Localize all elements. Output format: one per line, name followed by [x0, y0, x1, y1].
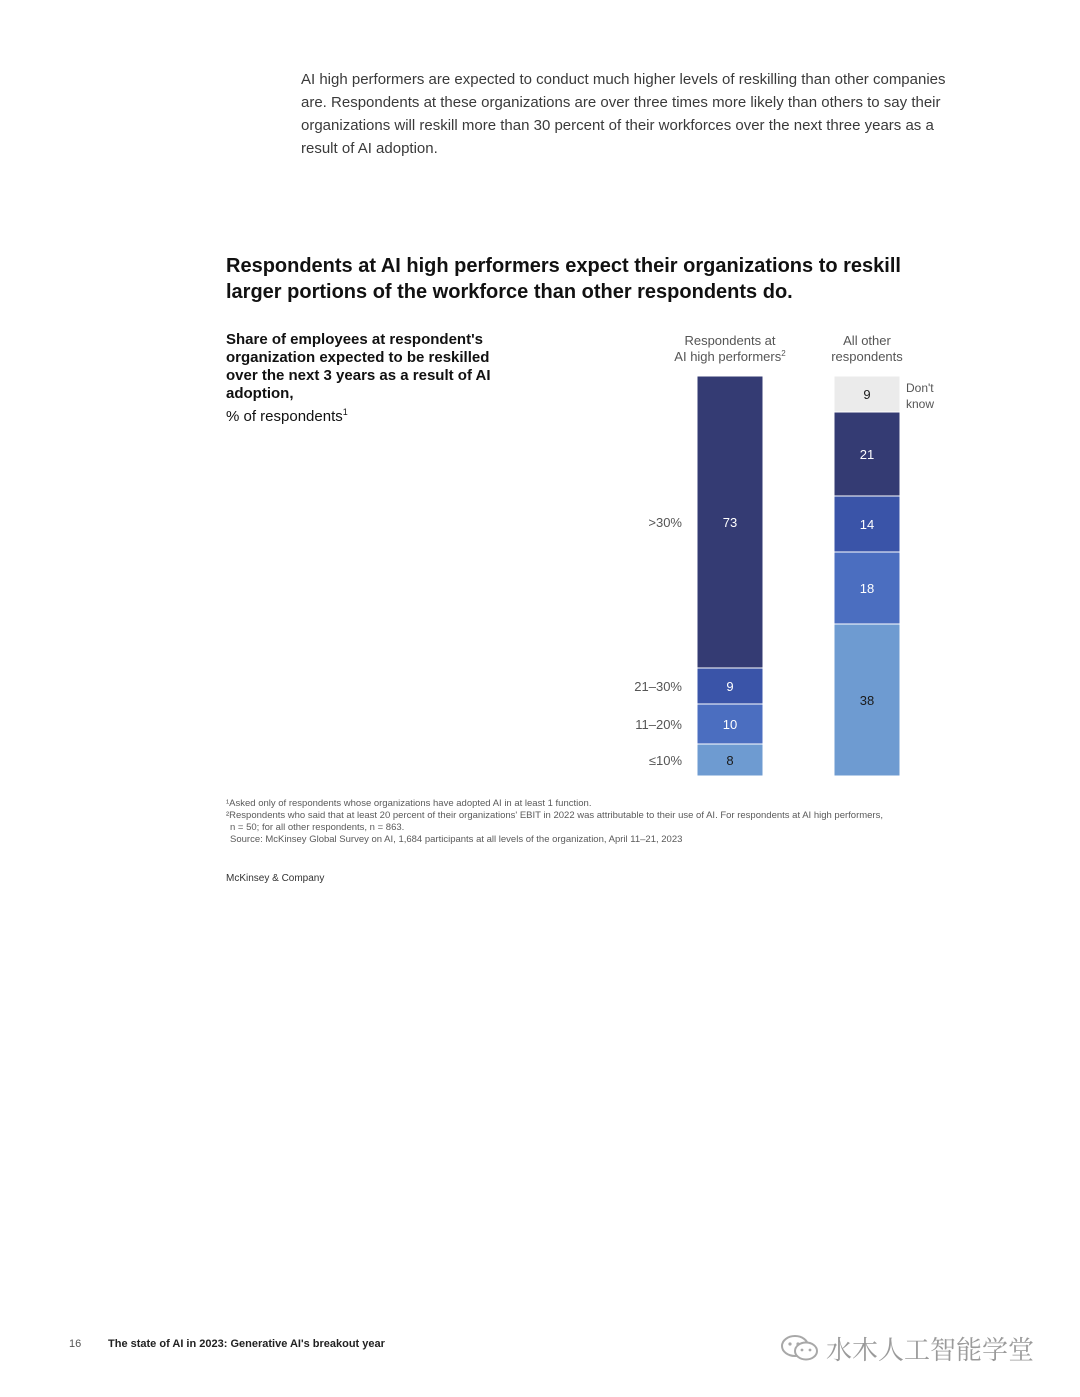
bar-value-label-col2-3: 21: [859, 447, 875, 462]
dont-know-label-line-1: Don't: [906, 381, 934, 395]
footnote-1: ¹Asked only of respondents whose organizations have adopted AI in at least 1 function.: [226, 798, 592, 809]
column-header-2-line-1: All other: [843, 333, 891, 348]
bar-value-label-col1-1: 10: [722, 717, 738, 732]
bar-value-label-col1-3: 73: [722, 515, 738, 530]
bar-value-label-col1-0: 8: [726, 753, 734, 768]
column-header-1-line-2: AI high performers$^2$: [674, 349, 786, 364]
dont-know-label-line-2: know: [906, 397, 935, 411]
footnote-marker-2: 2: [781, 349, 786, 358]
brand-name: McKinsey & Company: [226, 873, 325, 884]
footnotes: [226, 798, 956, 846]
category-label-1: 11–20%: [635, 717, 682, 732]
footnote-2-continued: n = 50; for all other respondents, n = 863.: [230, 822, 405, 833]
column-header-2-line-2: respondents: [831, 349, 903, 364]
footnote-2: ²Respondents who said that at least 20 percent of their organizations' EBIT in 2022 was attributable to their use of AI. For respondents at AI high performers,: [226, 810, 883, 821]
intro-paragraph: AI high performers are expected to conduct much higher levels of reskilling than other companies are. Respondents at these organizations are over three times more likely than others to say their organizations will reskill more than 30 percent of their workforces over the next three years as a result of AI adoption.: [301, 71, 946, 157]
category-label-0: ≤10%: [648, 753, 682, 768]
wechat-icon: [780, 1333, 820, 1363]
chart-subtitle-main: Share of employees at respondent's organization expected to be reskilled over the next 3 years as a result of AI adoption,: [226, 331, 491, 402]
watermark-text: 水木人工智能学堂: [826, 1334, 1035, 1365]
chart-title: Respondents at AI high performers expect their organizations to reskill larger portions of the workforce than other respondents do.: [226, 255, 901, 303]
bar-value-label-col2-2: 14: [859, 517, 875, 532]
column-header-1-line-1: Respondents at: [684, 333, 776, 348]
running-title: The state of AI in 2023: Generative AI's breakout year: [108, 1338, 385, 1350]
category-label-2: 21–30%: [634, 679, 682, 694]
bar-value-label-col2-0: 38: [859, 693, 875, 708]
bar-value-label-col1-2: 9: [726, 679, 734, 694]
footnote-marker-1: 1: [342, 407, 348, 417]
category-label-3: >30%: [648, 515, 682, 530]
watermark: [780, 1330, 1034, 1366]
bar-value-label-col2-1: 18: [859, 581, 875, 596]
source-note: Source: McKinsey Global Survey on AI, 1,684 participants at all levels of the organization, April 11–21, 2023: [230, 834, 683, 845]
page-number: 16: [69, 1338, 82, 1350]
bar-value-label-col2-4: 9: [863, 387, 871, 402]
chart-subtitle-unit: % of respondents: [226, 408, 343, 425]
